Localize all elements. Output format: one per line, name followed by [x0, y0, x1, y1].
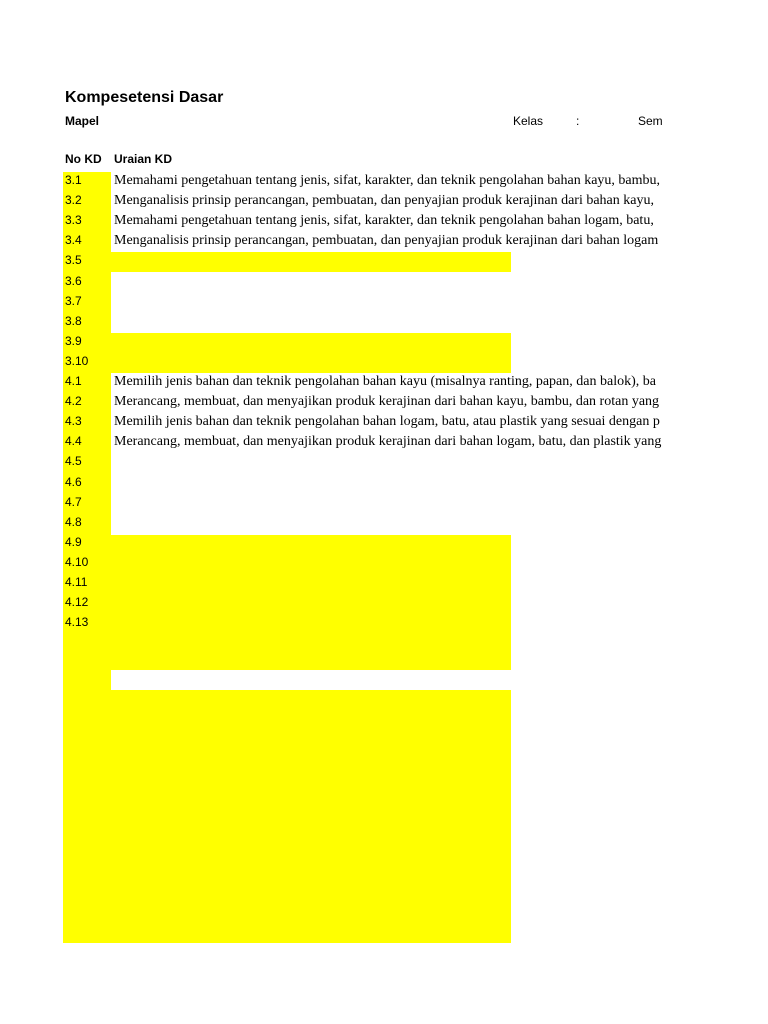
kd-description-cell — [114, 252, 699, 272]
kd-description-cell: Merancang, membuat, dan menyajikan produk kerajinan dari bahan kayu, bambu, dan rotan yang — [114, 394, 660, 409]
kd-number-cell: 4.13 — [65, 615, 89, 629]
kd-description-cell: Merancang, membuat, dan menyajikan produk kerajinan dari bahan logam, batu, dan plastik yang — [114, 434, 662, 449]
column-header-no-kd: No KD — [65, 152, 102, 166]
kd-description-cell — [114, 453, 699, 473]
kd-number-cell: 4.8 — [65, 515, 82, 529]
kd-number-cell: 4.9 — [65, 535, 82, 549]
kd-number-cell: 3.1 — [65, 173, 82, 187]
kd-number-cell: 3.6 — [65, 274, 82, 288]
kd-description-cell — [114, 554, 699, 574]
kd-description-cell: Menganalisis prinsip perancangan, pembuatan, dan penyajian produk kerajinan dari bahan logam — [114, 233, 659, 248]
kd-number-cell: 4.10 — [65, 555, 89, 569]
column-header-uraian-kd: Uraian KD — [114, 152, 173, 166]
kd-number-cell: 4.1 — [65, 374, 82, 388]
kd-number-cell: 3.10 — [65, 354, 89, 368]
mapel-label: Mapel — [65, 114, 100, 128]
kd-number-cell: 4.3 — [65, 414, 82, 428]
kd-description-cell — [114, 514, 699, 534]
kd-description-cell — [114, 293, 699, 313]
kd-number-cell: 3.8 — [65, 314, 82, 328]
kd-number-cell: 4.7 — [65, 495, 82, 509]
kd-number-cell: 3.4 — [65, 233, 82, 247]
kd-description-cell: Memilih jenis bahan dan teknik pengolahan bahan kayu (misalnya ranting, papan, dan balok), ba — [114, 374, 656, 389]
kd-description-cell — [114, 494, 699, 514]
kd-description-cell — [114, 574, 699, 594]
kd-description-cell: Memahami pengetahuan tentang jenis, sifat, karakter, dan teknik pengolahan bahan logam, batu, — [114, 213, 654, 228]
kd-description-cell: Menganalisis prinsip perancangan, pembuatan, dan penyajian produk kerajinan dari bahan kayu, — [114, 193, 654, 208]
kd-description-cell — [114, 313, 699, 333]
kd-description-cell — [114, 273, 699, 293]
kd-number-cell: 3.2 — [65, 193, 82, 207]
kd-number-cell: 3.7 — [65, 294, 82, 308]
kd-description-cell: Memahami pengetahuan tentang jenis, sifat, karakter, dan teknik pengolahan bahan kayu, bambu, — [114, 173, 661, 188]
kd-description-cell — [114, 353, 699, 373]
kd-description-cell — [114, 594, 699, 614]
kd-number-cell: 3.5 — [65, 253, 82, 267]
highlight-block-lower — [111, 690, 511, 943]
kd-number-cell: 4.11 — [65, 575, 88, 589]
kd-number-cell: 3.3 — [65, 213, 82, 227]
kd-description-cell — [114, 614, 699, 634]
kelas-colon: : — [576, 114, 580, 128]
kd-description-cell — [114, 474, 699, 494]
kd-description-cell — [114, 333, 699, 353]
kd-description-cell — [114, 534, 699, 554]
kd-number-cell: 4.4 — [65, 434, 82, 448]
kd-number-cell: 3.9 — [65, 334, 82, 348]
page-title: Kompesetensi Dasar — [65, 89, 224, 106]
kd-number-cell: 4.5 — [65, 454, 82, 468]
kd-number-cell: 4.6 — [65, 475, 82, 489]
kd-number-cell: 4.2 — [65, 394, 82, 408]
kd-description-cell: Memilih jenis bahan dan teknik pengolahan bahan logam, batu, atau plastik yang sesuai dengan p — [114, 414, 660, 429]
kelas-label: Kelas — [513, 114, 544, 128]
kd-number-cell: 4.12 — [65, 595, 89, 609]
sem-label: Sem — [638, 114, 663, 128]
